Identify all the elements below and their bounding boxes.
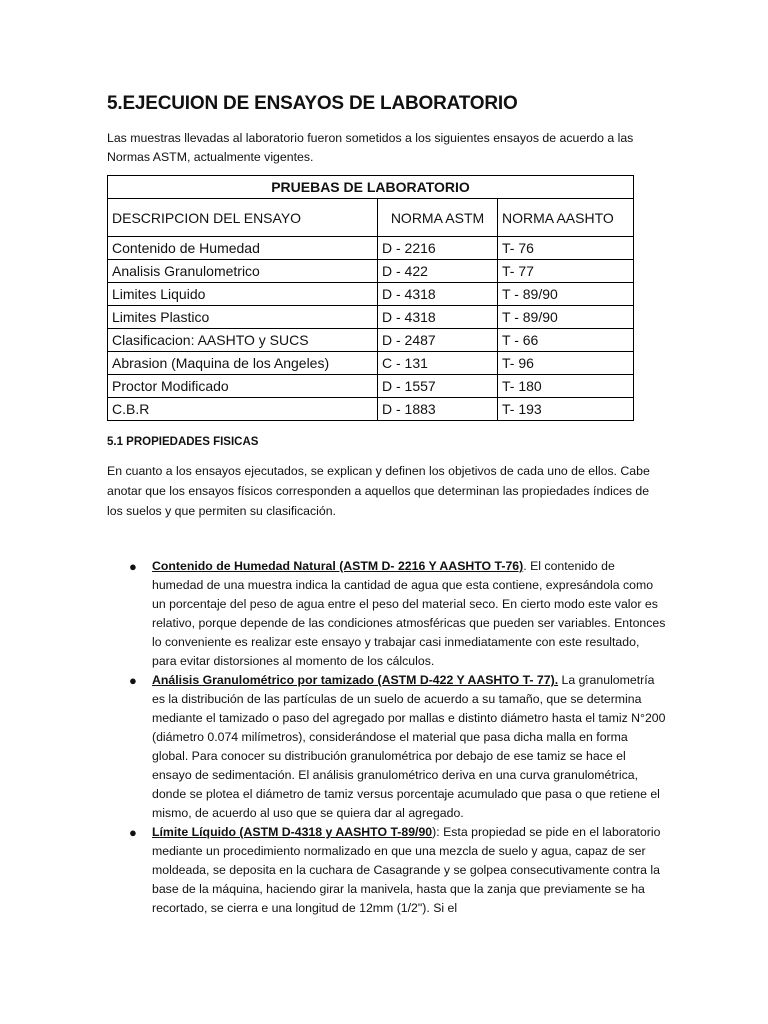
cell-aashto: T- 180 bbox=[498, 375, 634, 398]
section-title: 5.1 PROPIEDADES FISICAS bbox=[107, 436, 259, 448]
header-aashto: NORMA AASHTO bbox=[498, 199, 634, 237]
bullet-lead: Contenido de Humedad Natural (ASTM D- 2216 Y AASHTO T-76) bbox=[152, 559, 524, 573]
cell-astm: D - 4318 bbox=[378, 283, 498, 306]
cell-aashto: T- 77 bbox=[498, 260, 634, 283]
cell-astm: D - 422 bbox=[378, 260, 498, 283]
bullet-icon: ● bbox=[129, 559, 137, 574]
list-item bbox=[107, 823, 667, 918]
cell-description: Analisis Granulometrico bbox=[108, 260, 378, 283]
cell-astm: D - 1883 bbox=[378, 398, 498, 421]
cell-astm: D - 4318 bbox=[378, 306, 498, 329]
cell-aashto: T - 66 bbox=[498, 329, 634, 352]
table-row bbox=[108, 283, 634, 306]
table-header-row bbox=[108, 199, 634, 237]
cell-astm: D - 2216 bbox=[378, 237, 498, 260]
lab-tests-table bbox=[107, 175, 634, 421]
cell-aashto: T - 89/90 bbox=[498, 306, 634, 329]
cell-description: Proctor Modificado bbox=[108, 375, 378, 398]
table-title: PRUEBAS DE LABORATORIO bbox=[108, 176, 634, 199]
list-item bbox=[107, 557, 667, 671]
intro-paragraph: Las muestras llevadas al laboratorio fueron sometidos a los siguientes ensayos de acuerdo a las Normas ASTM, actualmente vigentes. bbox=[107, 131, 634, 164]
table-row bbox=[108, 237, 634, 260]
cell-aashto: T- 96 bbox=[498, 352, 634, 375]
cell-description: Clasificacion: AASHTO y SUCS bbox=[108, 329, 378, 352]
header-description: DESCRIPCION DEL ENSAYO bbox=[108, 199, 378, 237]
bullet-lead: Análisis Granulométrico por tamizado (ASTM D-422 Y AASHTO T- 77). bbox=[152, 673, 559, 687]
table-row bbox=[108, 375, 634, 398]
cell-aashto: T - 89/90 bbox=[498, 283, 634, 306]
table-row bbox=[108, 352, 634, 375]
cell-astm: D - 1557 bbox=[378, 375, 498, 398]
bullet-icon: ● bbox=[129, 673, 137, 688]
cell-description: C.B.R bbox=[108, 398, 378, 421]
list-item bbox=[107, 671, 667, 823]
table-row bbox=[108, 329, 634, 352]
bullet-lead: Límite Líquido (ASTM D-4318 y AASHTO T-89/90 bbox=[152, 825, 433, 839]
table-row bbox=[108, 260, 634, 283]
header-astm: NORMA ASTM bbox=[378, 199, 498, 237]
cell-astm: D - 2487 bbox=[378, 329, 498, 352]
cell-description: Contenido de Humedad bbox=[108, 237, 378, 260]
cell-astm: C - 131 bbox=[378, 352, 498, 375]
cell-description: Limites Liquido bbox=[108, 283, 378, 306]
bullet-text: ): Esta propiedad se pide en el laboratorio mediante un procedimiento normalizado en que una mezcla de suelo y agua, capaz de ser moldeada, se deposita en la cuchara de Casagrande y se golpea consecutivamente contra la base de la máquina, haciendo girar la manivela, hasta que la zanja que previamente se ha recortado, se cierra e una longitud de 12mm (1/2"). Si el bbox=[152, 825, 661, 915]
table-row bbox=[108, 398, 634, 421]
cell-description: Limites Plastico bbox=[108, 306, 378, 329]
bullet-text: . El contenido de humedad de una muestra indica la cantidad de agua que esta contiene, expresándola como un porcentaje del peso de agua entre el peso del material seco. En cierto modo este valor es relativo, porque depende de las condiciones atmosféricas que pueden ser variables. Entonces lo conveniente es realizar este ensayo y trabajar casi inmediatamente con este resultado, para evitar distorsiones al momento de los cálculos. bbox=[152, 559, 666, 668]
cell-aashto: T- 76 bbox=[498, 237, 634, 260]
cell-description: Abrasion (Maquina de los Angeles) bbox=[108, 352, 378, 375]
bullet-text: La granulometría es la distribución de las partículas de un suelo de acuerdo a su tamaño, que se determina mediante el tamizado o paso del agregado por mallas e distinto diámetro hasta el tamiz N°200 (diámetro 0.074 milímetros), considerándose el material que pasa dicha malla en forma global. Para conocer su distribución granulométrica por debajo de ese tamiz se hace el ensayo de sedimentación. El análisis granulométrico deriva en una curva granulométrica, donde se plotea el diámetro de tamiz versus porcentaje acumulado que pasa o que retiene el mismo, de acuerdo al uso que se quiera dar al agregado. bbox=[152, 673, 666, 820]
bullet-list bbox=[107, 557, 667, 918]
table-title-row bbox=[108, 176, 634, 199]
body-paragraph: En cuanto a los ensayos ejecutados, se explican y definen los objetivos de cada uno de ellos. Cabe anotar que los ensayos físicos corresponden a aquellos que determinan las propiedades índices de los suelos y que permiten su clasificación. bbox=[107, 464, 650, 518]
cell-aashto: T- 193 bbox=[498, 398, 634, 421]
page-title: 5.EJECUION DE ENSAYOS DE LABORATORIO bbox=[107, 93, 518, 114]
table-row bbox=[108, 306, 634, 329]
bullet-icon: ● bbox=[129, 825, 137, 840]
